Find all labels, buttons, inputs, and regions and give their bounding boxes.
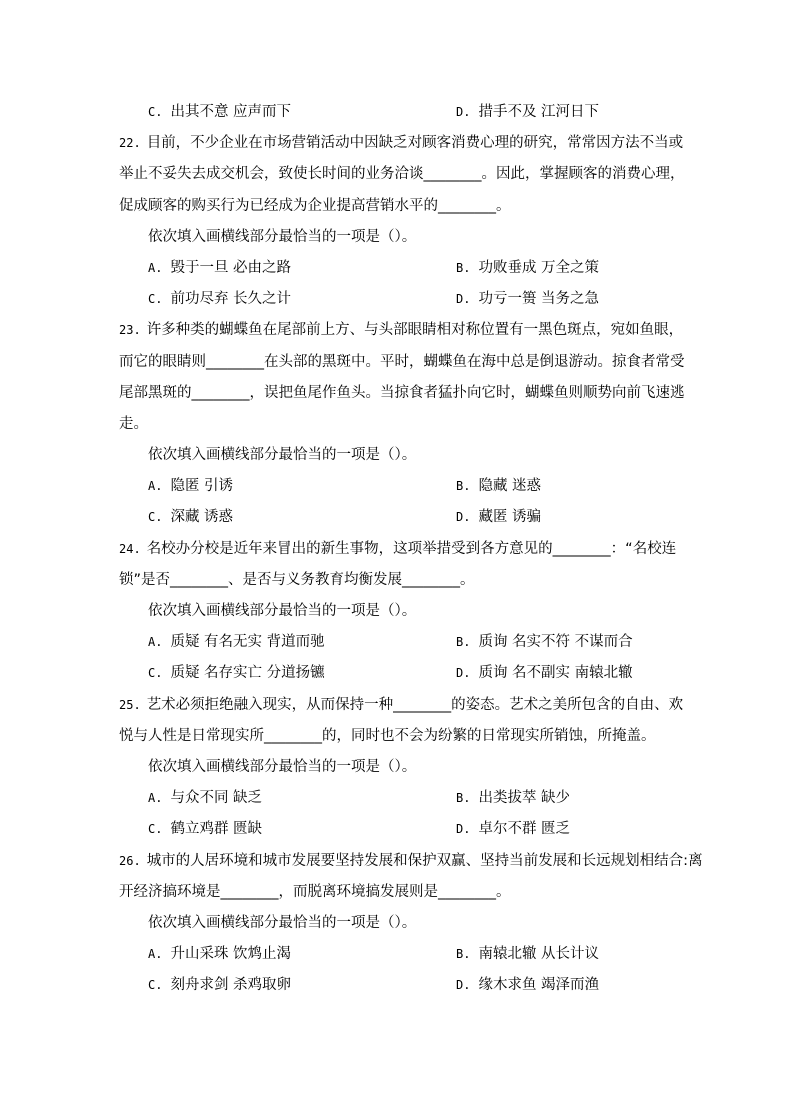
option-c <box>148 970 291 1001</box>
option-text: 功败垂成 万全之策 <box>478 259 600 276</box>
option-letter: A. <box>148 260 163 275</box>
question-stem-text: 许多种类的蝴蝶鱼在尾部前上方、与头部眼睛相对称位置有一黑色斑点，宛如鱼眼， <box>146 322 684 339</box>
option-b <box>456 939 599 970</box>
question-prompt: 依次填入画横线部分最恰当的一项是（）。 <box>148 914 417 931</box>
option-text: 质疑 名存实亡 分道扬镳 <box>170 665 325 682</box>
question-prompt: 依次填入画横线部分最恰当的一项是（）。 <box>148 447 417 464</box>
option-letter: B. <box>456 479 471 494</box>
option-text: 升山采珠 饮鸩止渴 <box>170 946 292 963</box>
question-stem-text: 而它的眼睛则________在头部的黑斑中。平时，蝴蝶鱼在海中总是倒退游动。掠食者常受 <box>119 353 685 370</box>
option-row <box>119 970 679 1001</box>
option-text: 出其不意 应声而下 <box>170 104 292 120</box>
option-letter: B. <box>456 260 471 275</box>
question-stem-line <box>119 690 684 721</box>
option-row <box>119 253 679 284</box>
option-text: 卓尔不群 匮乏 <box>478 821 571 838</box>
option-c <box>148 284 291 315</box>
option-letter: D. <box>456 666 471 681</box>
option-text: 隐匿 引诱 <box>170 478 234 495</box>
option-row <box>119 284 679 315</box>
option-letter: C. <box>148 978 163 993</box>
option-b <box>456 783 570 814</box>
option-b <box>456 627 633 658</box>
option-letter: C. <box>148 105 163 119</box>
option-text: 隐藏 迷惑 <box>478 478 542 495</box>
question-number: 23. <box>119 323 141 338</box>
question-stem-text: 举止不妥失去成交机会，致使长时间的业务洽谈________。因此，掌握顾客的消费心理， <box>119 166 685 183</box>
question-prompt: 依次填入画横线部分最恰当的一项是（）。 <box>148 758 417 775</box>
question-stem-line <box>119 159 685 190</box>
question-stem-text: 城市的人居环境和城市发展要坚持发展和保护双赢、坚持当前发展和长远规划相结合:离 <box>146 852 703 869</box>
question-number: 26. <box>119 853 141 868</box>
option-letter: C. <box>148 666 163 681</box>
option-letter: B. <box>456 947 471 962</box>
option-text: 前功尽弃 长久之计 <box>170 291 292 308</box>
question-stem-text: 促成顾客的购买行为已经成为企业提高营销水平的________。 <box>119 197 511 214</box>
document-page <box>119 97 703 1001</box>
question-stem-line <box>119 409 679 440</box>
option-row <box>119 471 679 502</box>
option-letter: A. <box>148 635 163 650</box>
option-letter: D. <box>456 822 471 837</box>
question-stem-text: 目前，不少企业在市场营销活动中因缺乏对顾客消费心理的研究，常常因方法不当或 <box>146 135 684 152</box>
option-c <box>148 814 262 845</box>
option-text: 深藏 诱惑 <box>170 509 234 526</box>
option-d <box>456 502 541 533</box>
option-b <box>456 253 599 284</box>
option-d <box>456 658 633 689</box>
question-stem-text: 尾部黑斑的________，误把鱼尾作鱼头。当掠食者猛扑向它时，蝴蝶鱼则顺势向前飞速逃 <box>119 384 685 401</box>
option-c <box>148 97 291 128</box>
option-row <box>119 97 679 128</box>
option-a <box>148 783 262 814</box>
option-text: 毁于一旦 必由之路 <box>170 259 292 276</box>
option-letter: C. <box>148 822 163 837</box>
question-stem-line <box>119 721 679 752</box>
option-row <box>119 814 679 845</box>
question-stem-line <box>119 565 679 596</box>
option-letter: D. <box>456 105 471 119</box>
option-text: 藏匿 诱骗 <box>478 509 542 526</box>
option-d <box>456 970 599 1001</box>
question-stem-line <box>119 128 684 159</box>
option-letter: D. <box>456 978 471 993</box>
question-stem-text: 艺术必须拒绝融入现实，从而保持一种________的姿态。艺术之美所包含的自由、欢 <box>146 696 684 713</box>
option-text: 质疑 有名无实 背道而驰 <box>170 634 325 651</box>
option-letter: A. <box>148 479 163 494</box>
option-text: 南辕北辙 从长计议 <box>478 946 600 963</box>
option-letter: D. <box>456 292 471 307</box>
option-a <box>148 253 291 284</box>
option-letter: A. <box>148 947 163 962</box>
option-text: 措手不及 江河日下 <box>478 104 600 120</box>
option-text: 缘木求鱼 竭泽而渔 <box>478 977 600 994</box>
question-stem-text: 名校办分校是近年来冒出的新生事物，这项举措受到各方意见的________：“名校连 <box>146 540 677 557</box>
question-stem-line <box>119 877 679 908</box>
option-letter: B. <box>456 791 471 806</box>
option-d <box>456 97 599 128</box>
option-text: 鹤立鸡群 匮缺 <box>170 821 263 838</box>
question-number: 22. <box>119 136 141 151</box>
question-prompt: 依次填入画横线部分最恰当的一项是（）。 <box>148 603 417 619</box>
question-stem-text: 开经济搞环境是________，而脱离环境搞发展则是________。 <box>119 883 511 900</box>
option-row <box>119 939 679 970</box>
option-a <box>148 471 233 502</box>
question-stem-line <box>119 534 679 565</box>
question-stem-text: 悦与人性是日常现实所________的，同时也不会为纷繁的日常现实所销蚀，所掩盖。 <box>119 727 656 744</box>
question-stem-line <box>119 378 685 409</box>
question-stem-text: 走。 <box>119 415 148 432</box>
question-number: 24. <box>119 541 141 556</box>
option-d <box>456 284 599 315</box>
option-text: 功亏一篑 当务之急 <box>478 291 600 308</box>
option-c <box>148 658 325 689</box>
option-b <box>456 471 541 502</box>
question-number: 25. <box>119 697 141 712</box>
option-text: 出类拔萃 缺少 <box>478 790 571 807</box>
question-stem-line <box>119 846 703 877</box>
option-row <box>119 658 679 689</box>
option-text: 与众不同 缺乏 <box>170 790 263 807</box>
option-letter: C. <box>148 510 163 525</box>
question-stem-text: 锁”是否________、是否与义务教育均衡发展________。 <box>119 571 475 588</box>
option-row <box>119 502 679 533</box>
option-a <box>148 939 291 970</box>
question-stem-line <box>119 347 685 378</box>
option-text: 刻舟求剑 杀鸡取卵 <box>170 977 292 994</box>
question-stem-line <box>119 315 684 346</box>
option-c <box>148 502 233 533</box>
option-letter: D. <box>456 510 471 525</box>
option-row <box>119 783 679 814</box>
option-row <box>119 627 679 658</box>
question-stem-line <box>119 191 679 222</box>
option-letter: B. <box>456 635 471 650</box>
question-prompt: 依次填入画横线部分最恰当的一项是（）。 <box>148 228 417 245</box>
option-a <box>148 627 325 658</box>
option-letter: C. <box>148 292 163 307</box>
option-letter: A. <box>148 791 163 806</box>
option-text: 质询 名实不符 不谋而合 <box>478 634 633 651</box>
option-text: 质询 名不副实 南辕北辙 <box>478 665 633 682</box>
option-d <box>456 814 570 845</box>
